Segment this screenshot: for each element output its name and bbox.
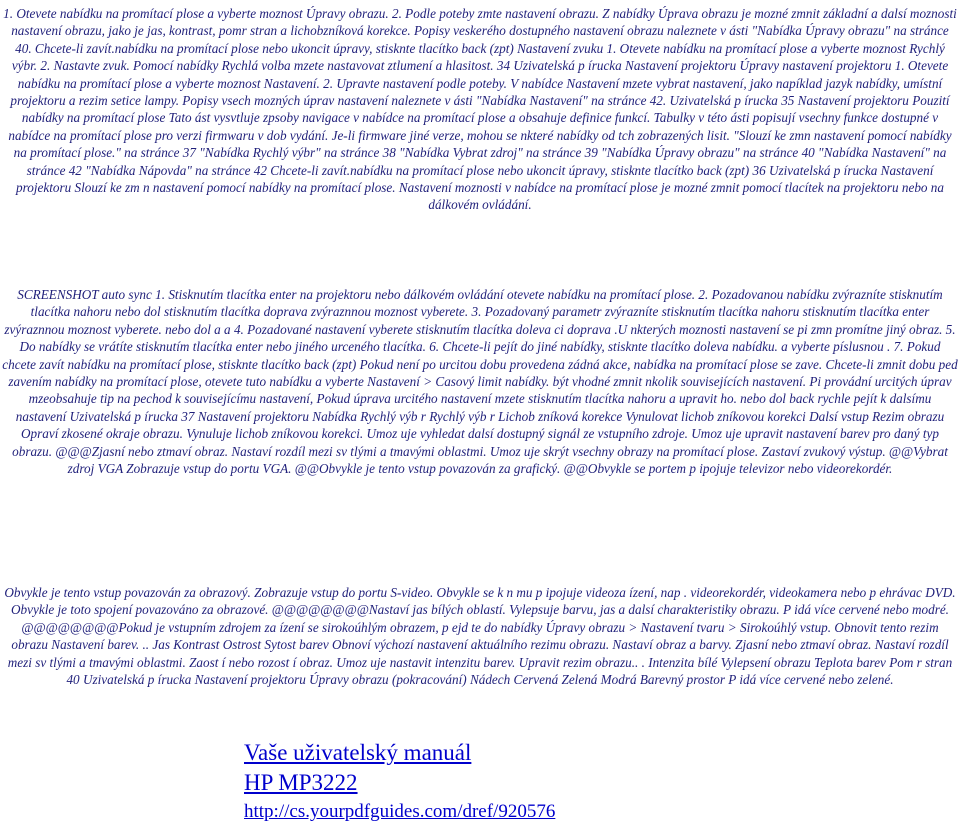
paragraph-3: Obvykle je tento vstup povazován za obrazový. Zobrazuje vstup do portu S-video. Obvykle se k n mu p ipojuje videoza ízení, nap . videorekordér, videokamera nebo p ehrávac DVD. Obvykle je toto spojení povazováno za obrazové. @@@@@@@@Nastaví jas bílých oblastí. Vylepsuje barvu, jas a dalsí charakteristiky obrazu. P idá více cervené nebo modré. @@@@@@@@Pokud je vstupním zdrojem za ízení se sirokoúhlým obrazem, p ejd te do nabídky Úpravy obrazu > Nastavení tvaru > Sirokoúhlý vstup. Obnovit tento rezim obrazu Nastavení barev. .. Jas Kontrast Ostrost Sytost barev Obnoví výchozí nastavení aktuálního rezimu obrazu. Nastaví obraz a barvy. Zjasní nebo ztmaví obraz. Nastaví rozdíl mezi sv tlými a tmavými oblastmi. Zaost í nebo rozost í obraz. Umoz uje nastavit intenzitu barev. Upravit rezim obrazu.. . Intenzita bílé Vylepsení obrazu Teplota barev Pom r stran 40 Uzivatelská p írucka Nastavení projektoru Úpravy obrazu (pokracování) Nádech Cervená Zelená Modrá Barevný prostor P idá více cervené nebo zelené. <box>4 585 956 688</box>
manual-title-link[interactable]: Vaše uživatelský manuál <box>244 740 472 765</box>
url-link[interactable]: http://cs.yourpdfguides.com/dref/920576 <box>244 801 556 822</box>
paragraph-2: SCREENSHOT auto sync 1. Stisknutím tlacítka enter na projektoru nebo dálkovém ovládání otevete nabídku na promítací plose. 2. Pozadovanou nabídku zvýrazníte stisknutím tlacítka nahoru nebo dol stisknutím tlacítka doprava zvýraznnou moznost vyberete. 3. Pozadovaný parametr zvýrazníte stisknutím tlacítka nahoru stisknutím tlacítka enter zvýraznnou moznost vyberete. nebo dol a a 4. Pozadované nastavení vyberete stisknutím tlacítka doleva ci doprava .U nkterých moznosti nastavení se pi zmn promítne jiný obraz. 5. Do nabídky se vrátíte stisknutím tlacítka enter nebo jiného urceného tlacítka. 6. Chcete-li pejít do jiné nabídky, stisknte tlacítko doleva nabídku. a vyberte píslusnou . 7. Pokud chcete zavít nabídku na promítací plose, stisknte tlacítko back (zpt) Pokud není po urcitou dobu provedena zádná akce, nabídka na promítací plose se zave. Chcete-li zmnit dobu ped zavením nabídky na promítací plose, otevete tuto nabídku a vyberte Nastavení > Casový limit nabídky. být vhodné zmnit nkolik souvisejících nastavení. Pi provádní urcitých úprav mzeobsahuje tip na pechod k souvisejícímu nastavení, Pokud úprava urcitého nastavení mzete stisknutím tlacítka nahoru a upravit ho. nebo dol back rychle pejít k dalsímu nastavení Uzivatelská p írucka 37 Nastavení projektoru Nabídka Rychlý výb r Rychlý výb r Lichob zníková korekce Vynulovat lichob zníkovou korekci Dalsí vstup Rezim obrazu Opraví zkosené okraje obrazu. Vynuluje lichob zníkovou korekci. Umoz uje vyhledat dalsí dostupný signál ze vstupního zdroje. Umoz uje upravit nastavení barev pro daný typ obrazu. @@@Zjasní nebo ztmaví obraz. Nastaví rozdíl mezi sv tlými a tmavými oblastmi. Umoz uje skrýt vsechny obrazy na promítací plose. Zastaví zvukový výstup. @@Vybrat zdroj VGA Zobrazuje vstup do portu VGA. @@Obvykle je tento vstup povazován za grafický. @@Obvykle se portem p ipojuje televizor nebo videorekordér. <box>2 287 958 477</box>
manual-links <box>244 738 844 825</box>
product-link[interactable]: HP MP3222 <box>244 770 358 795</box>
paragraph-1: 1. Otevete nabídku na promítací plose a vyberte moznost Úpravy obrazu. 2. Podle poteby zmte nastavení obrazu. Z nabídky Úprava obrazu je mozné zmnit základní a dalsí moznosti nastavení obrazu, jako je jas, kontrast, pomr stran a lichobzníková korekce. Popisy veskerého dostupného nastavení obrazu naleznete v ásti "Nabídka Úpravy obrazu" na stránce 40. Chcete-li zavít.nabídku na promítací plose nebo ukoncit úpravy, stisknte tlacítko back (zpt) Nastavení zvuku 1. Otevete nabídku na promítací plose a vyberte moznost Rychlý výbr. 2. Nastavte zvuk. Pomocí nabídky Rychlá volba mzete nastavovat ztlumení a hlasitost. 34 Uzivatelská p írucka Nastavení projektoru Úpravy nastavení projektoru 1. Otevete nabídku na promítací plose a vyberte moznost Nastavení. 2. Upravte nastavení podle poteby. V nabídce Nastavení mzete vybrat nastavení, jako napíklad jazyk nabídky, umístní projektoru a rezim setice lampy. Popisy vsech mozných úprav nastavení naleznete v ásti "Nabídka Nastavení" na stránce 42. Uzivatelská p írucka 35 Nastavení projektoru Pouzití nabídky na promítací plose Tato ást vysvtluje zpsoby navigace v nabídce na promítací plose a obsahuje definice funkcí. Tabulky v této ásti popisují vsechny funkce dostupné v nabídce na promítací plose pro verzi firmwaru v dob vydání. Je-li firmware jiné verze, mohou se nkteré nabídky od tch zobrazených lisit. "Slouzí ke zmn nastavení pomocí nabídky na promítací plose." na stránce 37 "Nabídka Rychlý výbr" na stránce 38 "Nabídka Vybrat zdroj" na stránce 39 "Nabídka Úpravy obrazu" na stránce 40 "Nabídka Nastavení" na stránce 42 "Nabídka Nápovda" na stránce 42 Chcete-li zavít.nabídku na promítací plose nebo ukoncit úpravy, stisknte tlacítko back (zpt) 36 Uzivatelská p írucka Nastavení projektoru Slouzí ke zm n nastavení pomocí nabídky na promítací plose. Nastavení moznosti v nabídce na promítací plose je mozné zmnit pomocí tlacítek na projektoru nebo na dálkovém ovládání. <box>3 6 957 213</box>
